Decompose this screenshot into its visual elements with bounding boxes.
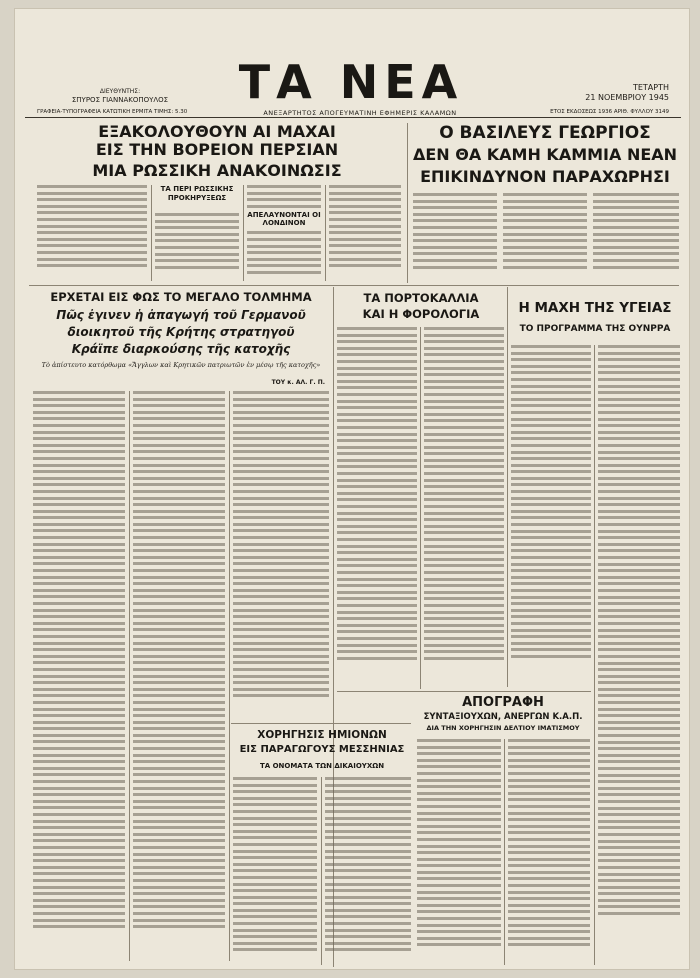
persia-column-3 xyxy=(247,185,321,281)
newspaper-page xyxy=(14,8,690,970)
headline-king-2: ΔΕΝ ΘΑ ΚΑΜΗ ΚΑΜΜΙΑ ΝΕΑΝ xyxy=(412,145,678,164)
section-rule xyxy=(29,285,679,286)
director-block xyxy=(35,87,205,105)
king-column-3 xyxy=(593,193,679,283)
office-line: ΓΡΑΦΕΙΑ-ΤΥΠΟΓΡΑΦΕΙΑ ΚΑΤΩΤΙΚΗ ΕΡΜΙΤΑ ΤΙΜΗΣ: 5.30 xyxy=(37,109,188,115)
tolmima-intro: Τὸ ἀπίστευτο κατόρθωμα «Ἄγγλων καὶ Κρητικῶν πατριωτῶν ἐν μέσῳ τῆς κατοχῆς» xyxy=(41,361,321,369)
persia-col2-heading: ΤΑ ΠΕΡΙ ΡΩΣΣΙΚΗΣ ΠΡΟΚΗΡΥΞΕΩΣ xyxy=(160,185,234,202)
headline-tolmima-3: διοικητοῦ τῆς Κρήτης στρατηγοῦ xyxy=(67,325,295,339)
masthead-rule xyxy=(25,117,681,118)
masthead-subtitle: ΑΝΕΞΑΡΤΗΤΟΣ ΑΠΟΓΕΥΜΑΤΙΝΗ ΕΦΗΜΕΡΙΣ ΚΑΛΑΜΩΝ xyxy=(263,109,457,117)
headline-king-1: Ο ΒΑΣΙΛΕΥΣ ΓΕΩΡΓΙΟΣ xyxy=(439,123,651,143)
portokalia-column-1 xyxy=(337,327,417,689)
headline-apografi-3: ΔΙΑ ΤΗΝ ΧΟΡΗΓΗΣΙΝ ΔΕΛΤΙΟΥ ΙΜΑΤΙΣΜΟΥ xyxy=(426,724,580,732)
headline-persia-1: ΕΞΑΚΟΛΟΥΘΟΥΝ ΑΙ ΜΑΧΑΙ xyxy=(98,122,336,141)
headline-persia-2: ΕΙΣ ΤΗΝ ΒΟΡΕΙΟΝ ΠΕΡΣΙΑΝ xyxy=(95,140,339,159)
masthead-title: ΤΑ ΝΕΑ xyxy=(238,55,464,109)
issue-day: ΤΕΤΑΡΤΗ xyxy=(632,83,669,92)
headline-tolmima-2: Πῶς ἐγινεν ἡ ἀπαγωγή τοῦ Γερμανοῦ xyxy=(56,308,306,322)
persia-column-2 xyxy=(155,213,239,281)
headline-imion-2: ΕΙΣ ΠΑΡΑΓΩΓΟΥΣ ΜΕΣΣΗΝΙΑΣ xyxy=(239,744,405,755)
column-divider xyxy=(321,777,322,965)
section-rule xyxy=(337,691,591,692)
ygeia-column-1 xyxy=(511,345,591,689)
headline-tolmima-1: ΕΡΧΕΤΑΙ ΕΙΣ ΦΩΣ ΤΟ ΜΕΓΑΛΟ ΤΟΛΜΗΜΑ xyxy=(50,290,312,304)
tolmima-column-2 xyxy=(133,391,225,961)
king-column-2 xyxy=(503,193,587,283)
column-divider xyxy=(594,345,595,965)
headline-apografi-2: ΣΥΝΤΑΞΙΟΥΧΩΝ, ΑΝΕΡΓΩΝ Κ.Α.Π. xyxy=(423,712,583,722)
column-divider xyxy=(243,185,244,281)
column-divider xyxy=(129,391,130,961)
persia-column-4 xyxy=(329,185,401,281)
column-divider xyxy=(229,391,230,961)
headline-persia-3: ΜΙΑ ΡΩΣΣΙΚΗ ΑΝΑΚΟΙΝΩΣΙΣ xyxy=(92,161,342,180)
headline-ygeia-2: ΤΟ ΠΡΟΓΡΑΜΜΑ ΤΗΣ ΟΥΝΡΡΑ xyxy=(519,324,671,334)
persia-col3-heading: ΑΠΕΛΑΥΝΟΝΤΑΙ ΟΙ ΛΟΝΔΙΝΟΝ xyxy=(247,211,321,228)
date-block xyxy=(585,83,669,103)
column-divider xyxy=(504,739,505,965)
imion-column-1 xyxy=(233,777,317,965)
king-column-1 xyxy=(413,193,497,283)
tolmima-column-1 xyxy=(33,391,125,961)
section-rule xyxy=(231,723,411,724)
portokalia-column-2 xyxy=(424,327,504,689)
headline-portokalia-2: ΚΑΙ Η ΦΟΡΟΛΟΓΙΑ xyxy=(362,307,480,321)
director-label: ΔΙΕΥΘΥΝΤΗΣ: xyxy=(99,88,141,95)
masthead xyxy=(15,9,690,119)
tolmima-column-3 xyxy=(233,391,329,721)
headline-portokalia-1: ΤΑ ΠΟΡΤΟΚΑΛΛΙΑ xyxy=(363,291,479,305)
headline-king-3: ΕΠΙΚΙΝΔΥΝΟΝ ΠΑΡΑΧΩΡΗΣΙ xyxy=(420,167,670,186)
ygeia-column-2 xyxy=(598,345,680,965)
apografi-column-1 xyxy=(417,739,501,965)
headline-apografi-1: ΑΠΟΓΡΑΦΗ xyxy=(462,695,544,710)
issue-line: ΕΤΟΣ ΕΚΔΟΣΕΩΣ 1936 ΑΡΙΘ. ΦΥΛΛΟΥ 3149 xyxy=(550,109,669,115)
column-divider xyxy=(420,327,421,689)
director-name: ΣΠΥΡΟΣ ΓΙΑΝΝΑΚΟΠΟΥΛΟΣ xyxy=(71,96,169,104)
apografi-column-2 xyxy=(508,739,590,965)
persia-column-1 xyxy=(37,185,147,281)
headline-tolmima-4: Κράϊπε διαρκούσης τῆς κατοχῆς xyxy=(71,342,291,356)
column-divider xyxy=(325,185,326,281)
imion-column-2 xyxy=(325,777,411,965)
section-divider xyxy=(507,287,508,687)
section-divider xyxy=(407,123,408,283)
tolmima-signature: ΤΟΥ κ. ΑΛ. Γ. Π. xyxy=(271,379,325,386)
headline-imion-3: ΤΑ ΟΝΟΜΑΤΑ ΤΩΝ ΔΙΚΑΙΟΥΧΩΝ xyxy=(259,762,385,770)
headline-ygeia-1: Η ΜΑΧΗ ΤΗΣ ΥΓΕΙΑΣ xyxy=(518,300,672,316)
headline-imion-1: ΧΟΡΗΓΗΣΙΣ ΗΜΙΟΝΩΝ xyxy=(257,729,387,741)
column-divider xyxy=(151,185,152,281)
issue-date: 21 ΝΟΕΜΒΡΙΟΥ 1945 xyxy=(585,93,669,102)
